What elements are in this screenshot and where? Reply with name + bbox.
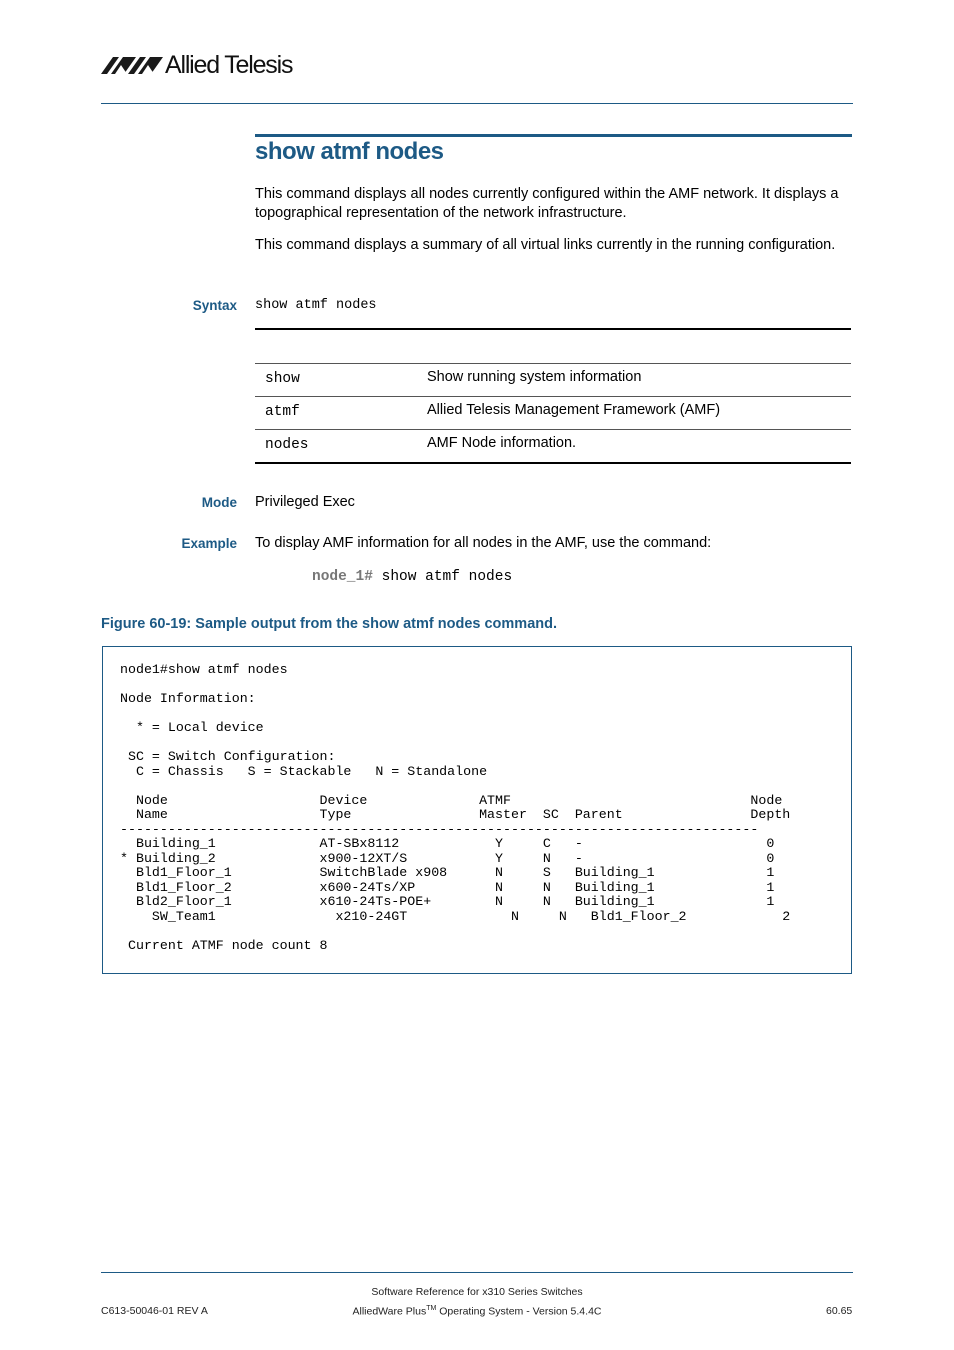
param-name: atmf: [265, 404, 300, 420]
footer-version: Operating System - Version 5.4.4C: [436, 1305, 602, 1318]
footer-product: [300, 1305, 654, 1318]
logo-wordmark: Allied Telesis: [165, 51, 293, 79]
table-row: [255, 397, 851, 430]
parameter-table: [255, 328, 851, 464]
param-description: AMF Node information.: [427, 435, 577, 451]
footer-doc-id: C613-50046-01 REV A: [101, 1305, 208, 1317]
page-title: show atmf nodes: [255, 138, 444, 165]
syntax-label: Syntax: [192, 298, 237, 313]
table-header: [255, 330, 851, 364]
syntax-command: show atmf nodes: [255, 298, 377, 313]
example-command: show atmf nodes: [372, 569, 513, 585]
table-row: [255, 364, 851, 397]
footer-title: Software Reference for x310 Series Switches: [371, 1286, 583, 1298]
figure-output-box: [102, 646, 852, 974]
title-rule: [255, 134, 852, 137]
mode-value: Privileged Exec: [255, 494, 355, 510]
example-label: Example: [181, 536, 237, 551]
footer-trademark: TM: [426, 1305, 437, 1312]
mode-label: Mode: [201, 495, 237, 510]
example-prompt: node_1#: [312, 569, 373, 585]
allied-telesis-logo: [101, 50, 301, 82]
allied-telesis-logo-mark-icon: [101, 50, 165, 80]
param-name: nodes: [265, 437, 309, 453]
param-description: Allied Telesis Management Framework (AMF): [427, 402, 721, 418]
example-text: To display AMF information for all nodes in the AMF, use the command:: [255, 535, 712, 551]
example-command-line: [312, 569, 512, 585]
command-output: node1#show atmf nodes Node Information: * = Local device SC = Switch Configuration: C = Chassis S = Stackable N = Standalone Node Device ATMF Node Name Type Master SC Parent Depth -------------------------------------------------------------------------------- Building_1 AT-SBx8112 Y C - 0 * Building_2 x900-12XT/S Y N - 0 Bld1_Floor_1 SwitchBlade x908 N S Building_1 1 Bld1_Floor_2 x600-24Ts/XP N N Building_1 1 Bld2_Floor_1 x610-24Ts-POE+ N N Building_1 1 SW_Team1 x210-24GT N N Bld1_Floor_2 2 Current ATMF node count 8: [120, 662, 791, 953]
intro-paragraph-2: This command displays a summary of all virtual links currently in the running configuration.: [255, 237, 836, 253]
header-divider: [101, 103, 853, 104]
page-number: 60.65: [826, 1305, 853, 1317]
footer-product-name: AlliedWare Plus: [352, 1305, 427, 1318]
figure-caption: Figure 60-19: Sample output from the show atmf nodes command.: [101, 616, 557, 632]
param-name: show: [265, 371, 300, 387]
param-description: Show running system information: [427, 369, 642, 385]
intro-paragraph-1: This command displays all nodes currently configured within the AMF network. It displays a topographical representation of the network infrastructure.: [255, 186, 839, 221]
table-row: [255, 430, 851, 462]
footer-divider: [101, 1272, 853, 1273]
